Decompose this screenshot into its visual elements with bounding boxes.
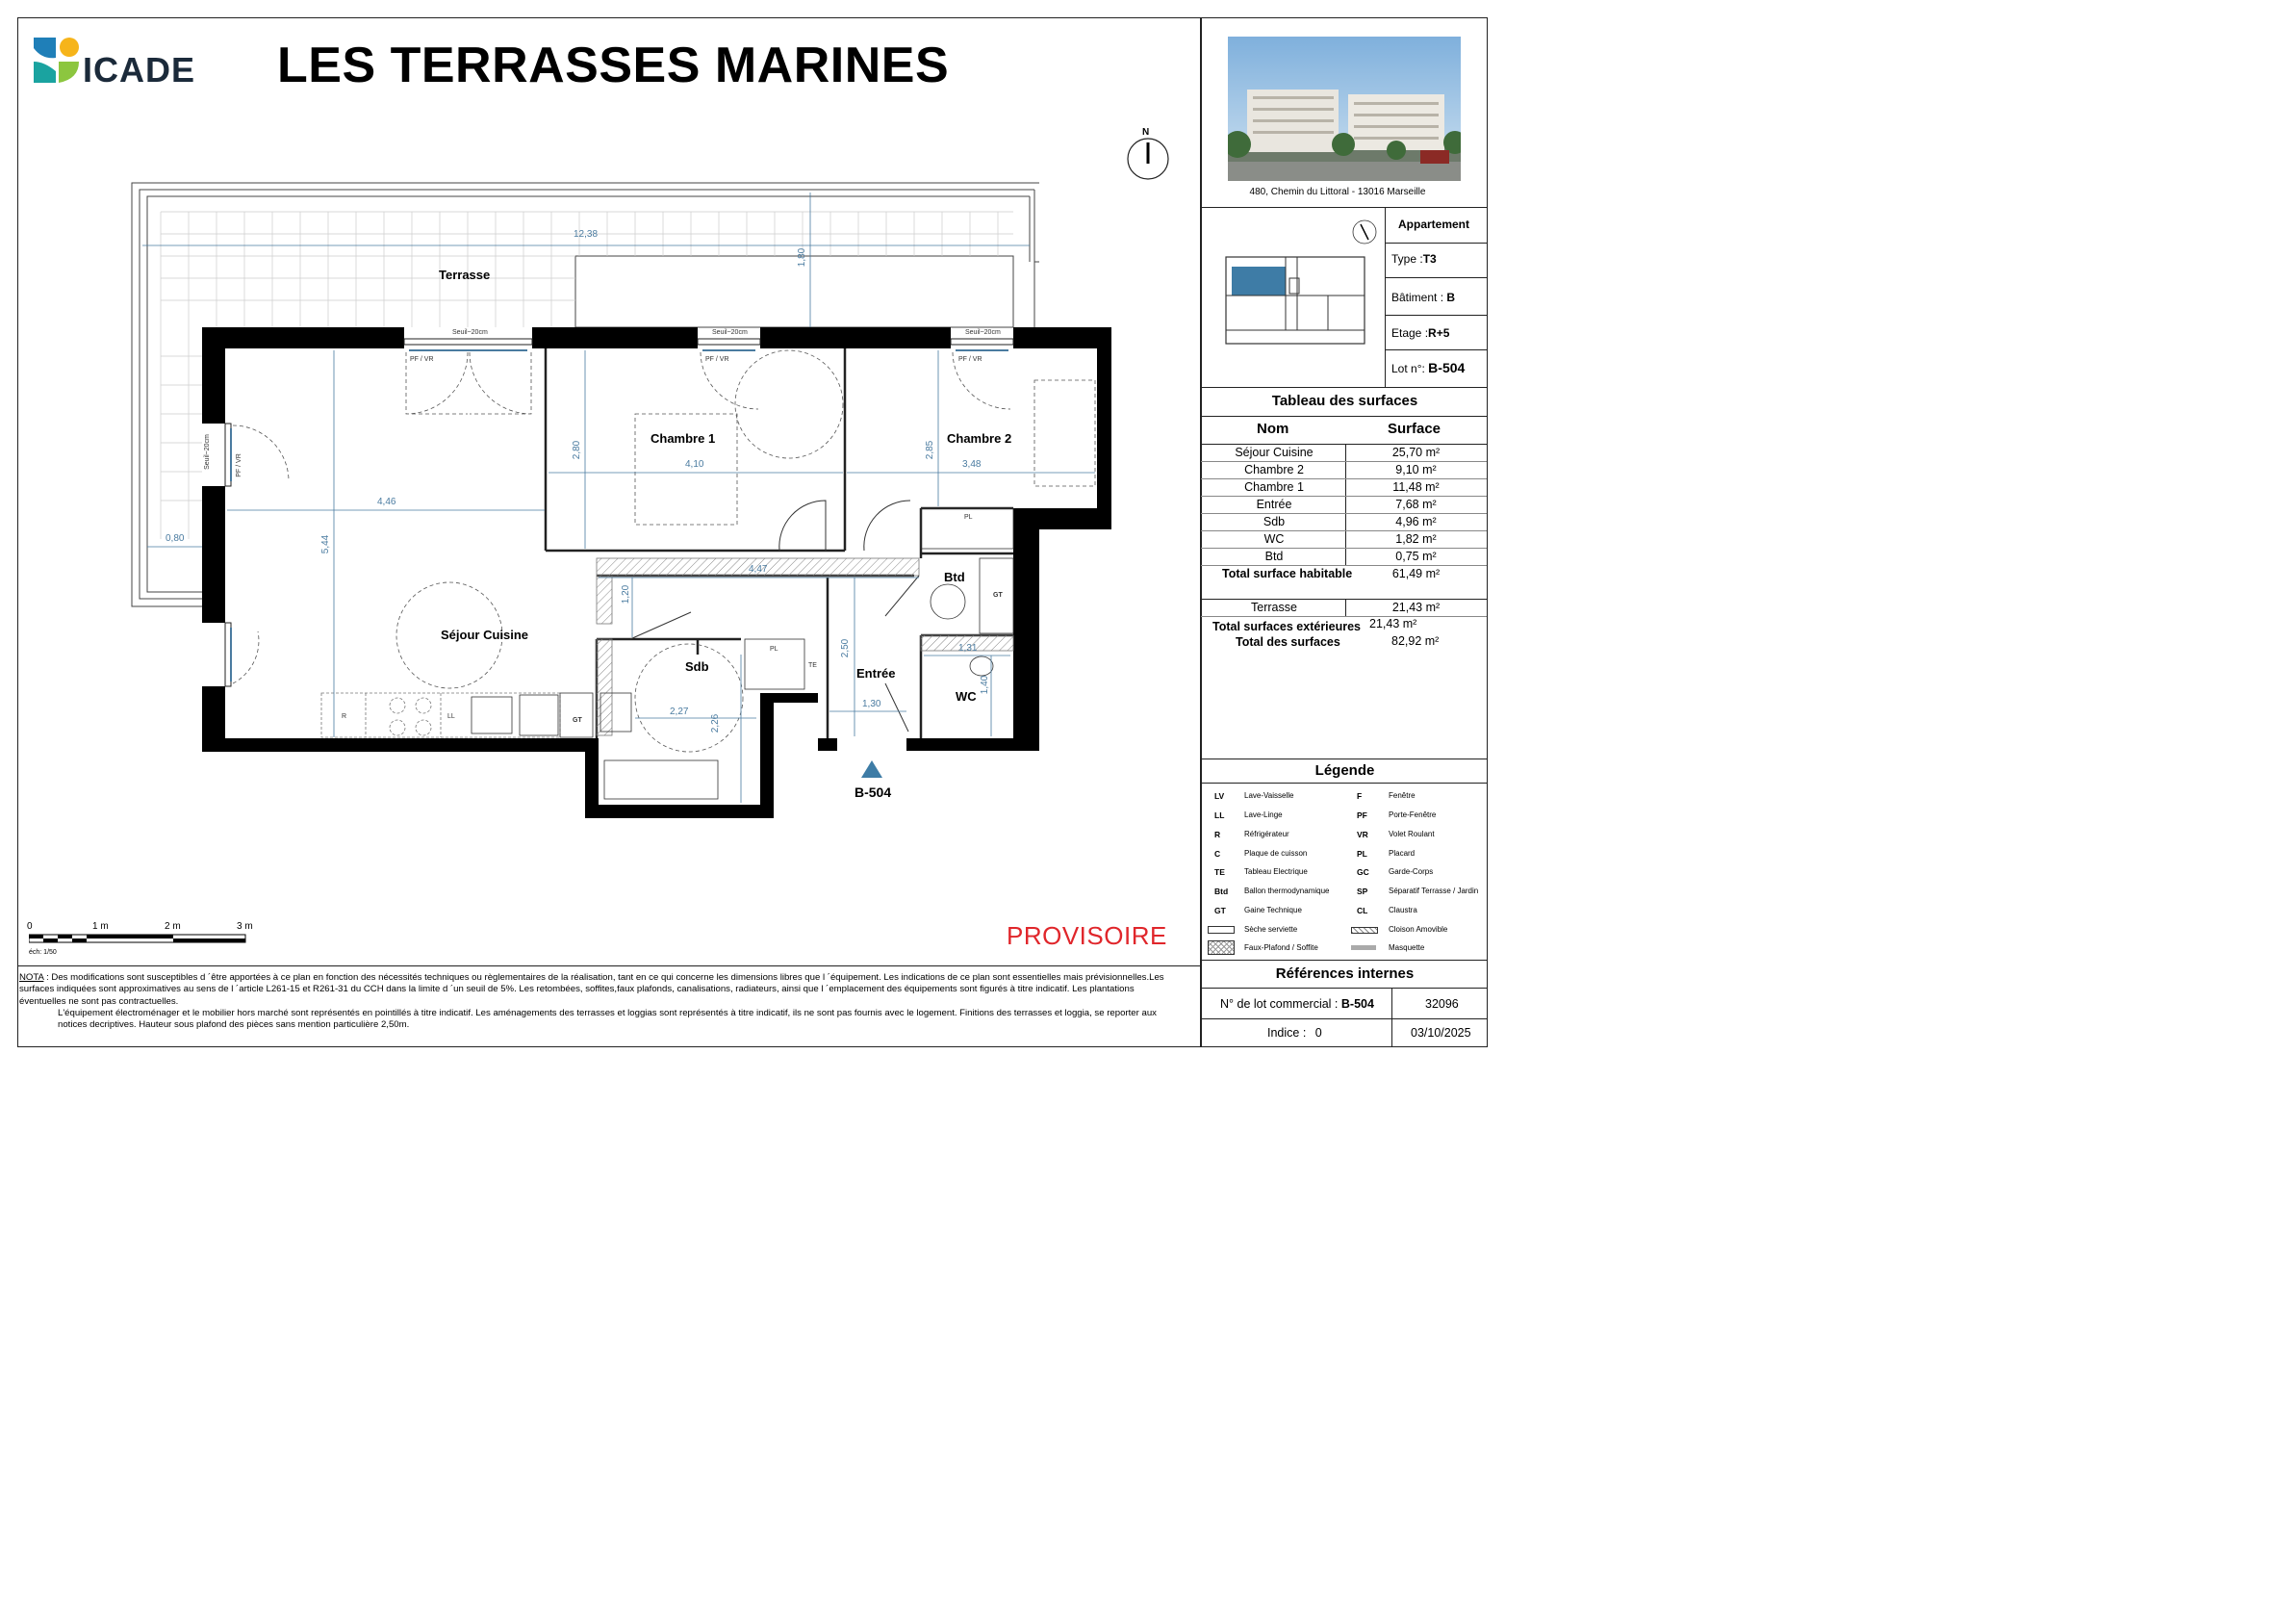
ref-index-value: 0: [1314, 1026, 1322, 1040]
floor-plan: [0, 0, 1193, 866]
lot-marker: B-504: [855, 784, 892, 800]
apt-rule-3: [1386, 315, 1487, 316]
project-address: 480, Chemin du Littoral - 13016 Marseille: [1249, 187, 1426, 197]
scale-ratio: éch: 1/50: [29, 949, 57, 956]
row-6-value: 0,75 m²: [1395, 550, 1437, 563]
legend-l5-text: Ballon thermodynamique: [1244, 887, 1330, 895]
legend-l2-code: R: [1214, 830, 1221, 839]
tbl-rule-r6: [1201, 565, 1487, 566]
legend-l4-text: Tableau Electrique: [1244, 867, 1308, 876]
room-sdb: Sdb: [685, 659, 709, 674]
tag-pl-1: PL: [964, 514, 973, 521]
tbl-rule-head: [1201, 444, 1487, 445]
dim-sejour-width: 4,46: [377, 497, 396, 507]
tag-pfvr-2: PF / VR: [705, 356, 729, 363]
row-6-name: Btd: [1264, 550, 1284, 563]
tag-pfvr-4: PF / VR: [235, 453, 242, 477]
row-4-value: 4,96 m²: [1395, 515, 1437, 528]
dim-sdb-width: 2,27: [670, 707, 689, 717]
row-2-value: 11,48 m²: [1392, 480, 1440, 494]
legend-r7-text: Cloison Amovible: [1389, 925, 1448, 934]
legend-r6-text: Claustra: [1389, 906, 1417, 914]
apt-building-label: Bâtiment :: [1391, 291, 1444, 304]
tag-pfvr-1: PF / VR: [410, 356, 434, 363]
room-sejour-cuisine: Séjour Cuisine: [441, 628, 529, 642]
dim-chambre2-depth: 2,85: [925, 440, 936, 460]
tbl-rule-terrasse-top: [1201, 599, 1487, 600]
dim-entree-width: 1,30: [862, 699, 881, 709]
tag-gt-kitchen: GT: [573, 717, 582, 724]
apt-building-value: B: [1446, 291, 1456, 304]
dim-hall-length: 4,47: [749, 564, 768, 575]
apt-building: [1391, 291, 1455, 304]
apartment-heading: Appartement: [1398, 218, 1470, 231]
row-3-name: Entrée: [1256, 498, 1292, 511]
room-btd: Btd: [944, 570, 965, 584]
total-label: Total des surfaces: [1236, 635, 1340, 649]
scale-bar: [29, 932, 260, 947]
note-line-1: : Des modifications sont susceptibles d ´être apportées à ce plan en fonction des nécessités techniques ou règlementaires de la réalisation, tant en ce qui concerne les dimensions libres que l ´équipement. Les indications de ce plan sont essentielles mais prévisionnelles.Les surfaces indiquées sont approximatives au sens de l ´article L261-15 et R261-31 du CCH dans la limite d ´un seuil de 5%. Les retombées, soffites,faux plafonds, canalisations, radiateurs, ainsi que l ´emplacement des équipements sont figurés à titre indicatif. Les plantations éventuelles ne sont pas contractuelles.: [19, 972, 1164, 1007]
tbl-rule-r1: [1201, 478, 1487, 479]
scale-tick-3: 3 m: [237, 921, 253, 932]
legend-r2-text: Volet Roulant: [1389, 830, 1435, 838]
total-habitable-label: Total surface habitable: [1222, 567, 1353, 580]
note-separator: [17, 965, 1200, 966]
apt-lot-value: B-504: [1428, 360, 1466, 375]
row-0-name: Séjour Cuisine: [1235, 446, 1314, 459]
legend-title: Légende: [1314, 762, 1375, 779]
scale-tick-0: 0: [27, 921, 33, 932]
legend-r4-code: GC: [1357, 867, 1369, 877]
key-plan: [1222, 217, 1386, 351]
row-5-value: 1,82 m²: [1395, 532, 1437, 546]
apt-floor-value: R+5: [1428, 326, 1450, 340]
ref-col-divider: [1391, 988, 1392, 1047]
dim-chambre1-depth: 2,80: [572, 440, 583, 460]
legend-l4-code: TE: [1214, 867, 1225, 877]
total-habitable-value: 61,49 m²: [1391, 567, 1441, 580]
legend-r3-text: Placard: [1389, 849, 1416, 858]
apt-type: [1391, 252, 1437, 266]
scale-tick-2: 2 m: [165, 921, 181, 932]
building-render: [1228, 37, 1461, 181]
tbl-rule-r5: [1201, 548, 1487, 549]
tag-seuil-4: Seuil~20cm: [203, 434, 211, 470]
tbl-rule-top: [1201, 416, 1487, 417]
dim-entree-depth: 2,50: [840, 638, 852, 658]
apt-rule-1: [1386, 243, 1487, 244]
tag-gt-btd: GT: [993, 592, 1003, 599]
dim-sejour-depth: 5,44: [320, 534, 332, 554]
tag-seuil-3: Seuil~20cm: [965, 329, 1001, 336]
apt-floor-label: Etage :: [1391, 326, 1429, 340]
legend-l2-text: Réfrigérateur: [1244, 830, 1289, 838]
ref-index: [1267, 1026, 1322, 1040]
col-name: Nom: [1257, 421, 1289, 437]
legend-r3-code: PL: [1357, 849, 1367, 859]
dim-terrace-depth: 1,80: [797, 247, 808, 268]
col-surface: Surface: [1388, 421, 1441, 437]
apt-info-divider: [1385, 207, 1386, 387]
note-line-2: L'équipement électroménager et le mobilier hors marché sont représentés en pointillés à titre indicatif. Les aménagements des terrasses et loggias sont représentés à titre indicatif, ils ne sont pas fournis avec le logement. Finitions des terrasses et loggia, se reporter aux notices decriptives. Hauteur sous plafond des pièces sans mention particulière 2,50m.: [58, 1007, 1157, 1031]
surfaces-title: Tableau des surfaces: [1271, 393, 1418, 409]
tag-pfvr-3: PF / VR: [958, 356, 982, 363]
apt-rule-4: [1386, 349, 1487, 350]
legend-l6-code: GT: [1214, 906, 1226, 915]
legend-r2-code: VR: [1357, 830, 1368, 839]
tag-seuil-1: Seuil~20cm: [452, 329, 488, 336]
faux-plafond-icon: [1208, 940, 1235, 955]
ref-index-label: Indice :: [1267, 1026, 1307, 1040]
room-chambre-1: Chambre 1: [651, 431, 716, 446]
ref-rule-top: [1201, 960, 1487, 961]
apt-floor: [1391, 326, 1449, 340]
dim-terrace-width: 12,38: [574, 229, 599, 240]
terrasse-label: Terrasse: [1251, 601, 1297, 614]
apt-type-label: Type :: [1391, 252, 1423, 266]
references-title: Références internes: [1275, 965, 1415, 982]
legend-r5-code: SP: [1357, 887, 1368, 896]
tag-seuil-2: Seuil~20cm: [712, 329, 748, 336]
legend-l6-text: Gaine Technique: [1244, 906, 1302, 914]
dim-terrace-side: 0,80: [166, 533, 185, 544]
page-title: LES TERRASSES MARINES: [277, 38, 950, 93]
dim-hall-width: 1,20: [621, 584, 632, 604]
room-entree: Entrée: [856, 666, 896, 681]
row-3-value: 7,68 m²: [1395, 498, 1437, 511]
compass-north-label: N: [1142, 127, 1150, 138]
sidebar-rule-1: [1201, 207, 1487, 208]
ref-date: 03/10/2025: [1411, 1026, 1471, 1040]
ref-code: 32096: [1425, 997, 1459, 1011]
legend-l0-text: Lave-Vaisselle: [1244, 791, 1294, 800]
note-label: NOTA: [19, 972, 44, 983]
legend-l5-code: Btd: [1214, 887, 1229, 896]
ref-lot-label: N° de lot commercial :: [1220, 997, 1339, 1011]
scale-tick-1: 1 m: [92, 921, 109, 932]
row-4-name: Sdb: [1263, 515, 1286, 528]
removable-partition-icon: [1351, 927, 1378, 934]
legend-r0-text: Fenêtre: [1389, 791, 1416, 800]
row-2-name: Chambre 1: [1244, 480, 1304, 494]
legend-r5-text: Séparatif Terrasse / Jardin: [1389, 887, 1479, 895]
row-1-value: 9,10 m²: [1395, 463, 1437, 476]
provisional-stamp: PROVISOIRE: [1007, 921, 1167, 950]
legend-r6-code: CL: [1357, 906, 1368, 915]
row-5-name: WC: [1263, 532, 1285, 546]
room-wc: WC: [956, 689, 977, 704]
tag-fridge: R: [342, 713, 347, 720]
legend-r1-code: PF: [1357, 810, 1367, 820]
legend-l0-code: LV: [1214, 791, 1225, 801]
brand-name: ICADE: [83, 50, 196, 90]
terrasse-value: 21,43 m²: [1391, 601, 1441, 614]
apt-lot-label: Lot n°:: [1391, 362, 1425, 375]
tbl-rule-r0: [1201, 461, 1487, 462]
legend-l8-text: Faux-Plafond / Soffite: [1244, 943, 1318, 952]
legend-r0-code: F: [1357, 791, 1363, 801]
tag-washing: LL: [447, 713, 455, 720]
total-ext-value: 21,43 m²: [1369, 617, 1417, 630]
ref-rule-2: [1201, 1018, 1487, 1019]
dim-wc-depth: 1,40: [980, 675, 991, 695]
row-1-name: Chambre 2: [1244, 463, 1304, 476]
legend-r8-text: Masquette: [1389, 943, 1425, 952]
total-ext-label: Total surfaces extérieures: [1212, 620, 1362, 633]
apt-type-value: T3: [1422, 252, 1437, 266]
room-chambre-2: Chambre 2: [947, 431, 1012, 446]
legend-l1-text: Lave-Linge: [1244, 810, 1283, 819]
towel-rail-icon: [1208, 926, 1235, 934]
total-value: 82,92 m²: [1391, 634, 1440, 648]
tbl-rule-r3: [1201, 513, 1487, 514]
dim-wc-width: 1,31: [958, 643, 978, 654]
room-terrasse: Terrasse: [439, 268, 491, 282]
ref-rule-1: [1201, 988, 1487, 989]
legend-l3-code: C: [1214, 849, 1221, 859]
dim-chambre2-width: 3,48: [962, 459, 982, 470]
dim-chambre1-width: 4,10: [685, 459, 704, 470]
tbl-rule-r2: [1201, 496, 1487, 497]
ref-lot-value: B-504: [1340, 997, 1374, 1011]
legend-rule-head: [1201, 783, 1487, 784]
ref-lot: [1220, 997, 1374, 1011]
legend-r1-text: Porte-Fenêtre: [1389, 810, 1437, 819]
row-0-value: 25,70 m²: [1391, 446, 1441, 459]
legend-l1-code: LL: [1214, 810, 1225, 820]
apt-rule-2: [1386, 277, 1487, 278]
legend-l7-text: Sèche serviette: [1244, 925, 1298, 934]
dim-sdb-depth: 2,26: [710, 713, 722, 733]
tag-te: TE: [808, 662, 817, 669]
masquette-icon: [1351, 945, 1376, 950]
legend-l3-text: Plaque de cuisson: [1244, 849, 1308, 858]
disclaimer-note: [19, 972, 1179, 1031]
apt-lot: [1391, 360, 1465, 375]
sidebar-rule-2: [1201, 387, 1487, 388]
legend-r4-text: Garde-Corps: [1389, 867, 1434, 876]
sidebar-divider: [1200, 17, 1202, 1047]
tbl-rule-r4: [1201, 530, 1487, 531]
tag-pl-2: PL: [770, 646, 778, 653]
